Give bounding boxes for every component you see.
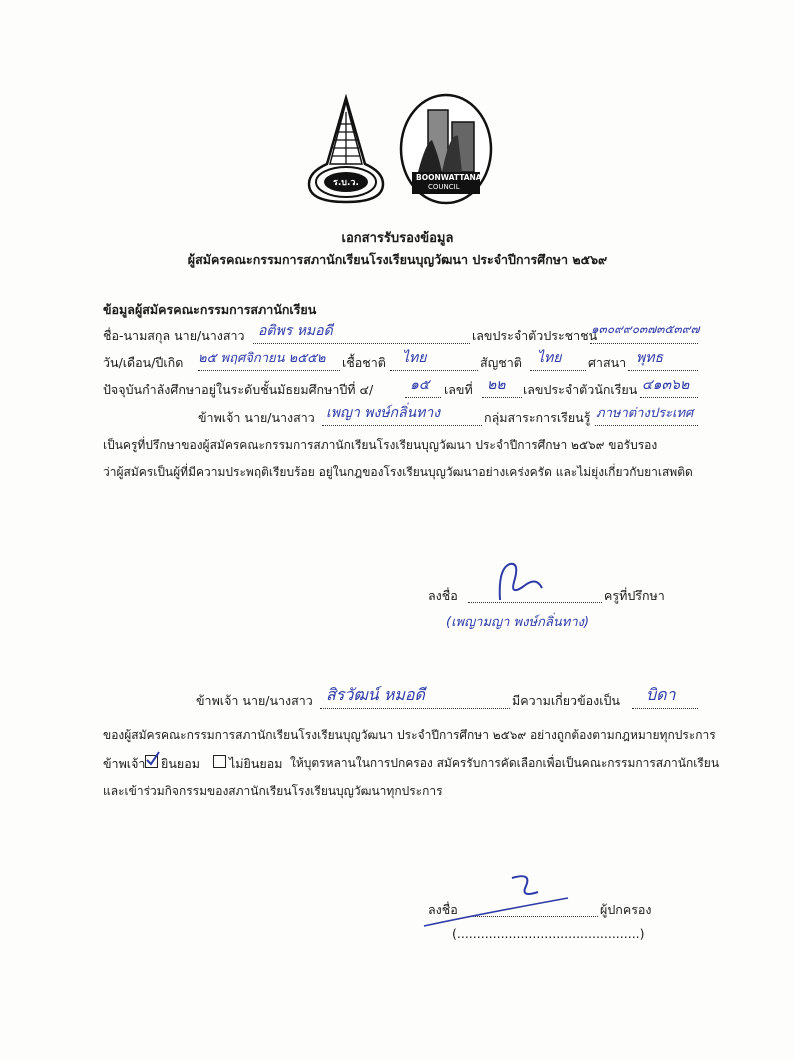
council-logo-text-2: COUNCIL <box>428 183 460 191</box>
consent-no-checkbox[interactable] <box>213 755 226 768</box>
religion-value: พุทธ <box>636 350 664 366</box>
applicant-name-label: ชื่อ-นามสกุล นาย/นางสาว <box>103 328 245 343</box>
guardian-relation-value: บิดา <box>646 685 676 704</box>
consent-yes-label: ยินยอม <box>161 756 200 771</box>
nationality-label: สัญชาติ <box>480 355 522 370</box>
dob-value: ๒๕ พฤศจิกายน ๒๕๕๒ <box>198 351 326 366</box>
teacher-signature <box>490 556 550 608</box>
race-label: เชื้อชาติ <box>342 355 386 370</box>
teacher-dept-label: กลุ่มสาระการเรียนรู้ <box>484 410 591 425</box>
document-title: เอกสารรับรองข้อมูล <box>341 231 454 246</box>
teacher-sign-label: ลงชื่อ <box>428 588 458 603</box>
guardian-relation-label: มีความเกี่ยวข้องเป็น <box>512 693 620 708</box>
applicant-name-value: อติพร หมอดี <box>258 323 333 339</box>
teacher-dept-value: ภาษาต่างประเทศ <box>596 406 694 421</box>
teacher-i-label: ข้าพเจ้า นาย/นางสาว <box>198 410 315 425</box>
consent-prefix: ข้าพเจ้า <box>103 756 146 771</box>
number-value: ๒๒ <box>487 377 506 393</box>
applicant-id-label: เลขประจำตัวประชาชน <box>472 328 598 343</box>
guardian-name-value: สิรวัฒน์ หมอดี <box>326 685 425 704</box>
teacher-printed-name: (เพญามญา พงษ์กลิ่นทาง) <box>446 615 590 630</box>
grade-label: ปัจจุบันกำลังศึกษาอยู่ในระดับชั้นมัธยมศึกษาปีที่ ๔/ <box>103 382 374 397</box>
student-id-value: ๔๑๓๖๒ <box>642 377 690 393</box>
consent-rest: ให้บุตรหลานในการปกครอง สมัครรับการคัดเลือกเพื่อเป็นคณะกรรมการสภานักเรียน <box>290 756 720 770</box>
nationality-value: ไทย <box>537 350 562 366</box>
number-label: เลขที่ <box>444 382 473 397</box>
grade-value: ๑๕ <box>410 377 430 393</box>
guardian-signature <box>420 868 570 930</box>
consent-yes-checkbox[interactable] <box>145 755 158 768</box>
document-subtitle: ผู้สมัครคณะกรรมการสภานักเรียนโรงเรียนบุญวัฒนา ประจำปีการศึกษา ๒๕๖๙ <box>187 252 608 267</box>
guardian-statement-2: และเข้าร่วมกิจกรรมของสภานักเรียนโรงเรียนบุญวัฒนาทุกประการ <box>103 784 443 798</box>
guardian-statement-1: ของผู้สมัครคณะกรรมการสภานักเรียนโรงเรียนบุญวัฒนา ประจำปีการศึกษา ๒๕๖๙ อย่างถูกต้องตามกฎหมายทุกประการ <box>103 728 716 742</box>
council-logo <box>398 92 494 206</box>
teacher-statement-2: ว่าผู้สมัครเป็นผู้ที่มีความประพฤติเรียบร้อย อยู่ในกฎของโรงเรียนบุญวัฒนาอย่างเคร่งครัด และไม่ยุ่งเกี่ยวกับยาเสพติด <box>103 465 693 479</box>
consent-no-label: ไม่ยินยอม <box>229 756 283 771</box>
student-id-label: เลขประจำตัวนักเรียน <box>523 382 638 397</box>
seal-text: ร.บ.ว. <box>333 178 359 188</box>
guardian-printed-name: (..............................................) <box>452 926 645 941</box>
council-logo-text-1: BOONWATTANA <box>416 173 482 182</box>
race-value: ไทย <box>402 350 427 366</box>
guardian-i-label: ข้าพเจ้า นาย/นางสาว <box>196 693 313 708</box>
teacher-role-label: ครูที่ปรึกษา <box>604 588 665 603</box>
applicant-section-title: ข้อมูลผู้สมัครคณะกรรมการสภานักเรียน <box>103 302 317 317</box>
religion-label: ศาสนา <box>588 355 627 370</box>
teacher-statement-1: เป็นครูที่ปรึกษาของผู้สมัครคณะกรรมการสภานักเรียนโรงเรียนบุญวัฒนา ประจำปีการศึกษา ๒๕๖๙ ขอรับรอง <box>103 438 658 452</box>
guardian-role-label: ผู้ปกครอง <box>600 902 652 917</box>
applicant-id-value: ๑๓๐๙๙๐๓๗๓๕๓๙๗ <box>591 322 700 336</box>
guardian-sign-label: ลงชื่อ <box>428 902 458 917</box>
teacher-name-value: เพญา พงษ์กลิ่นทาง <box>326 405 441 421</box>
school-seal-logo <box>305 94 387 206</box>
dob-label: วัน/เดือน/ปีเกิด <box>103 355 184 370</box>
